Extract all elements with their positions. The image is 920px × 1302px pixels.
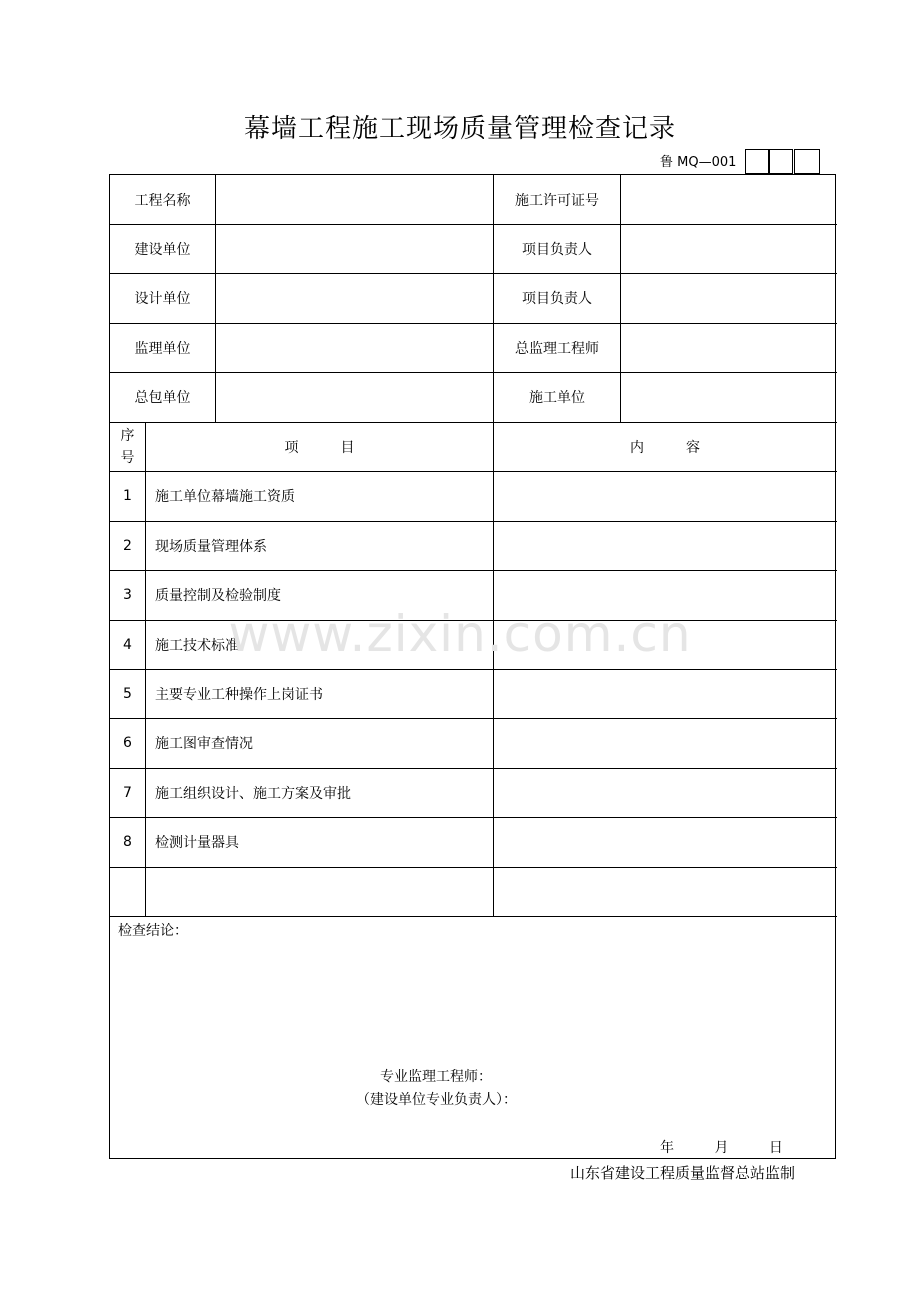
row-no: 8 (123, 834, 132, 850)
form-title: 幕墙工程施工现场质量管理检查记录 (243, 114, 676, 144)
label-owner-unit: 建设单位 (134, 241, 191, 258)
row-item-field[interactable] (146, 867, 493, 916)
label-chief-supervisor: 总监理工程师 (515, 340, 599, 357)
chief-supervisor-field[interactable] (621, 323, 836, 372)
row-item: 检测计量器具 (155, 835, 239, 851)
project-leader-1-field[interactable] (621, 224, 836, 273)
row-no: 1 (123, 488, 132, 504)
row-content-field[interactable] (494, 867, 836, 916)
row-item: 施工技术标准 (155, 637, 239, 654)
header-content: 内 容 (630, 439, 700, 456)
row-content-field[interactable] (494, 817, 836, 867)
code-box-1[interactable] (745, 149, 769, 174)
general-contractor-field[interactable] (216, 372, 493, 422)
label-design-unit: 设计单位 (134, 291, 191, 307)
header-seq: 序号 (120, 427, 135, 466)
row-no: 4 (123, 636, 132, 653)
label-general-contractor: 总包单位 (134, 390, 191, 406)
row-no: 7 (123, 784, 132, 801)
row-content-field[interactable] (494, 768, 836, 817)
date-day: 日 (768, 1140, 783, 1156)
label-project-leader-2: 项目负责人 (522, 291, 592, 307)
project-name-field[interactable] (216, 175, 493, 224)
inspection-table (109, 174, 836, 1159)
row-content-field[interactable] (494, 620, 836, 669)
row-no: 6 (123, 735, 132, 751)
row-item: 施工图审查情况 (155, 736, 253, 752)
conclusion-label: 检查结论： (118, 923, 188, 939)
header-item: 项 目 (284, 439, 355, 456)
permit-no-field[interactable] (621, 175, 836, 224)
row-content-field[interactable] (494, 669, 836, 718)
construction-unit-field[interactable] (621, 372, 836, 422)
form-code-row (0, 149, 920, 175)
row-item: 现场质量管理体系 (155, 538, 267, 555)
row-item: 质量控制及检验制度 (155, 588, 281, 604)
row-content-field[interactable] (494, 718, 836, 768)
label-construction-unit: 施工单位 (529, 390, 585, 406)
owner-unit-field[interactable] (216, 224, 493, 273)
row-item: 主要专业工种操作上岗证书 (155, 686, 323, 703)
design-unit-field[interactable] (216, 273, 493, 323)
row-item: 施工组织设计、施工方案及审批 (155, 785, 351, 802)
supervisor-signature-label: 专业监理工程师： (380, 1069, 492, 1085)
date-line (660, 1137, 805, 1157)
row-content-field[interactable] (494, 471, 836, 521)
owner-rep-signature-label: （建设单位专业负责人）： (356, 1092, 517, 1108)
code-box-2[interactable] (769, 149, 793, 174)
row-no (110, 867, 145, 916)
label-supervision-unit: 监理单位 (134, 340, 191, 357)
code-box-3[interactable] (794, 149, 820, 174)
row-item: 施工单位幕墙施工资质 (155, 489, 295, 505)
form-code: 鲁 MQ—001 (660, 155, 737, 170)
row-no: 5 (123, 685, 132, 702)
label-project-leader-1: 项目负责人 (522, 241, 592, 258)
date-year: 年 (660, 1140, 674, 1156)
label-project-name: 工程名称 (134, 192, 191, 209)
label-permit-no: 施工许可证号 (515, 192, 599, 209)
project-leader-2-field[interactable] (621, 273, 836, 323)
date-month: 月 (714, 1140, 729, 1156)
row-content-field[interactable] (494, 521, 836, 570)
row-no: 3 (123, 587, 132, 603)
row-content-field[interactable] (494, 570, 836, 620)
watermark: www.zixin.com.cn (228, 605, 692, 663)
footer-issuer: 山东省建设工程质量监督总站监制 (570, 1164, 796, 1182)
row-no: 2 (123, 537, 132, 554)
supervision-unit-field[interactable] (216, 323, 493, 372)
